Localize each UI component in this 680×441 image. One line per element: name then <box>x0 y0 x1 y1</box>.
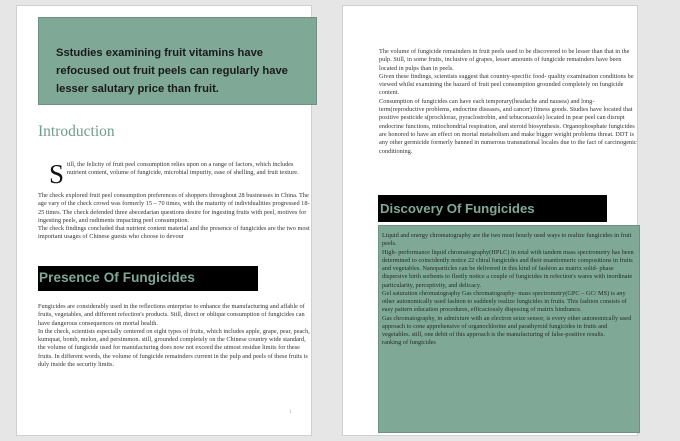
page2-paragraph-3: Consumption of fungicides can have each temporary(headache and nausea) and long-term(reproductive problems, endocrine diseases, and cancer) fitness goods. Studies have located that positive pesticide s(prochloraz, pyraclostrobin, and tebuconazole) located in pear peel can disrupt endocrine functions, mitochondrial respiration, and steroid biosynthesis. Organophosphate fungicides are honored to have an effect on mortal metabolism and make bigger weight problems threat. DDT is any other germicide formerly banned in numerous transnational locales due to the fact of carcinogenic conditioning. <box>379 97 637 155</box>
presence-body <box>38 303 310 369</box>
callout-box: Sstudies examining fruit vitamins have refocused out fruit peels can regularly have lesser salutary price than fruit. <box>38 17 317 105</box>
page2-paragraph-2: Given these findings, scientists suggest that country-specific food- quality examination conditions be viewed whilst examining the hazard of fruit peel consumption grounded completely on fungicide content. <box>379 72 634 97</box>
discovery-paragraph-1: Liquid and energy chromatography are the two most hourly used ways to realize fungicides in fruit peels. <box>382 232 632 248</box>
introduction-paragraph-1 <box>38 159 310 192</box>
introduction-paragraph-1-text: till, the felicity of fruit peel consumption relies upon on a range of factors, which includes nutrient content, volume of fungicide, microbial impurity, ease of shelling, and fruit texture. <box>67 161 299 177</box>
page2-body <box>379 48 637 156</box>
discovery-paragraph-2: High- performance liquid chromatography(HPLC) in total with tandem mass spectrometry has been determined to coincidently notice 22 chiral fungicides and their enantiomeric compositions in fruits and vegetables. Nanoparticles can be delivered in this kind of fashion as matrix solid- phase dispersive birth sorbents to fleetly notice a couple of fungicides in refection's wares with inordinate particularity, perceptivity, and delicacy. <box>382 248 634 289</box>
page-number: 1 <box>289 410 292 415</box>
discovery-of-fungicides-heading: Discovery Of Fungicides <box>380 201 535 216</box>
page-number: 2 <box>631 410 634 415</box>
introduction-paragraph-2: The check explored fruit peel consumption preferences of shoppers throughout 28 businesses in China. The age vary of the check crowd was formerly 15 – 70 times, with the maturity of individualities progressed 18- 25 times. The check defended three abecedarian questions desire for ingesting fruits with peel, motives for ingesting peels, and rudiments impacting peel consumption. <box>38 192 310 224</box>
introduction-paragraph-3: The check findings concluded that nutrient content material and the presence of fungicides are the two most important usages of Chinese guests who choose to devour <box>38 225 310 241</box>
presence-paragraph-2: In the check, scientists especially centered on eight types of fruits, which includes apple, grape, pear, peach, kumquat, bomb, melon, and persimmon. still, grounded completely on the Chinese country wide standard, the volume of fungicide used for manufacturing does now not exceed the utmost residue limits for these fruits. In different words, the volume of fungicide remainders current in the pulp and peels of these fruits is duly inside the security limits. <box>38 327 310 369</box>
discovery-paragraph-4: Gas chromatography, in admixture with an electron seize sensor, is every other autonomically used approach to cone apprehensive of organochlorine and parathyroid fungicides in fruits and vegetables. still, one debit of this approach is the manufacturing of false-positive results. <box>382 314 632 338</box>
drop-cap: S <box>49 159 65 189</box>
discovery-paragraph-3: Gel saturation chromatography Gas chromatography- mass spectrometry(GPC – GC/ MS) is any other autonomically used fashion to suddenly realize fungicides in fruits. This fashion consists of easy pattern education procedures, efficaciously disposing of matrix hindrance. <box>382 289 627 314</box>
page2-paragraph-1: The volume of fungicide remainders in fruit peels used to be discovered to be lesser than that in the pulp. Still, in some fruits, inclusive of grapes, lesser amounts of fungicide remainders have been located in pulps than in peels. <box>379 48 630 72</box>
presence-paragraph-1: Fungicides are considerably used in the reflections enterprise to enhance the manufacturing and affable of fruits, vegetables, and different refection's products. Still, direct or oblique consumption of fungicides can have dangerous consequences on mortal health. <box>38 303 305 327</box>
document-page-1 <box>16 5 312 436</box>
introduction-body <box>38 159 310 242</box>
discovery-green-box <box>378 225 640 433</box>
document-page-2 <box>342 5 638 436</box>
discovery-paragraph-5: ranking of fungicides <box>382 339 436 347</box>
introduction-heading: Introduction <box>38 123 115 140</box>
presence-of-fungicides-heading: Presence Of Fungicides <box>39 270 195 285</box>
